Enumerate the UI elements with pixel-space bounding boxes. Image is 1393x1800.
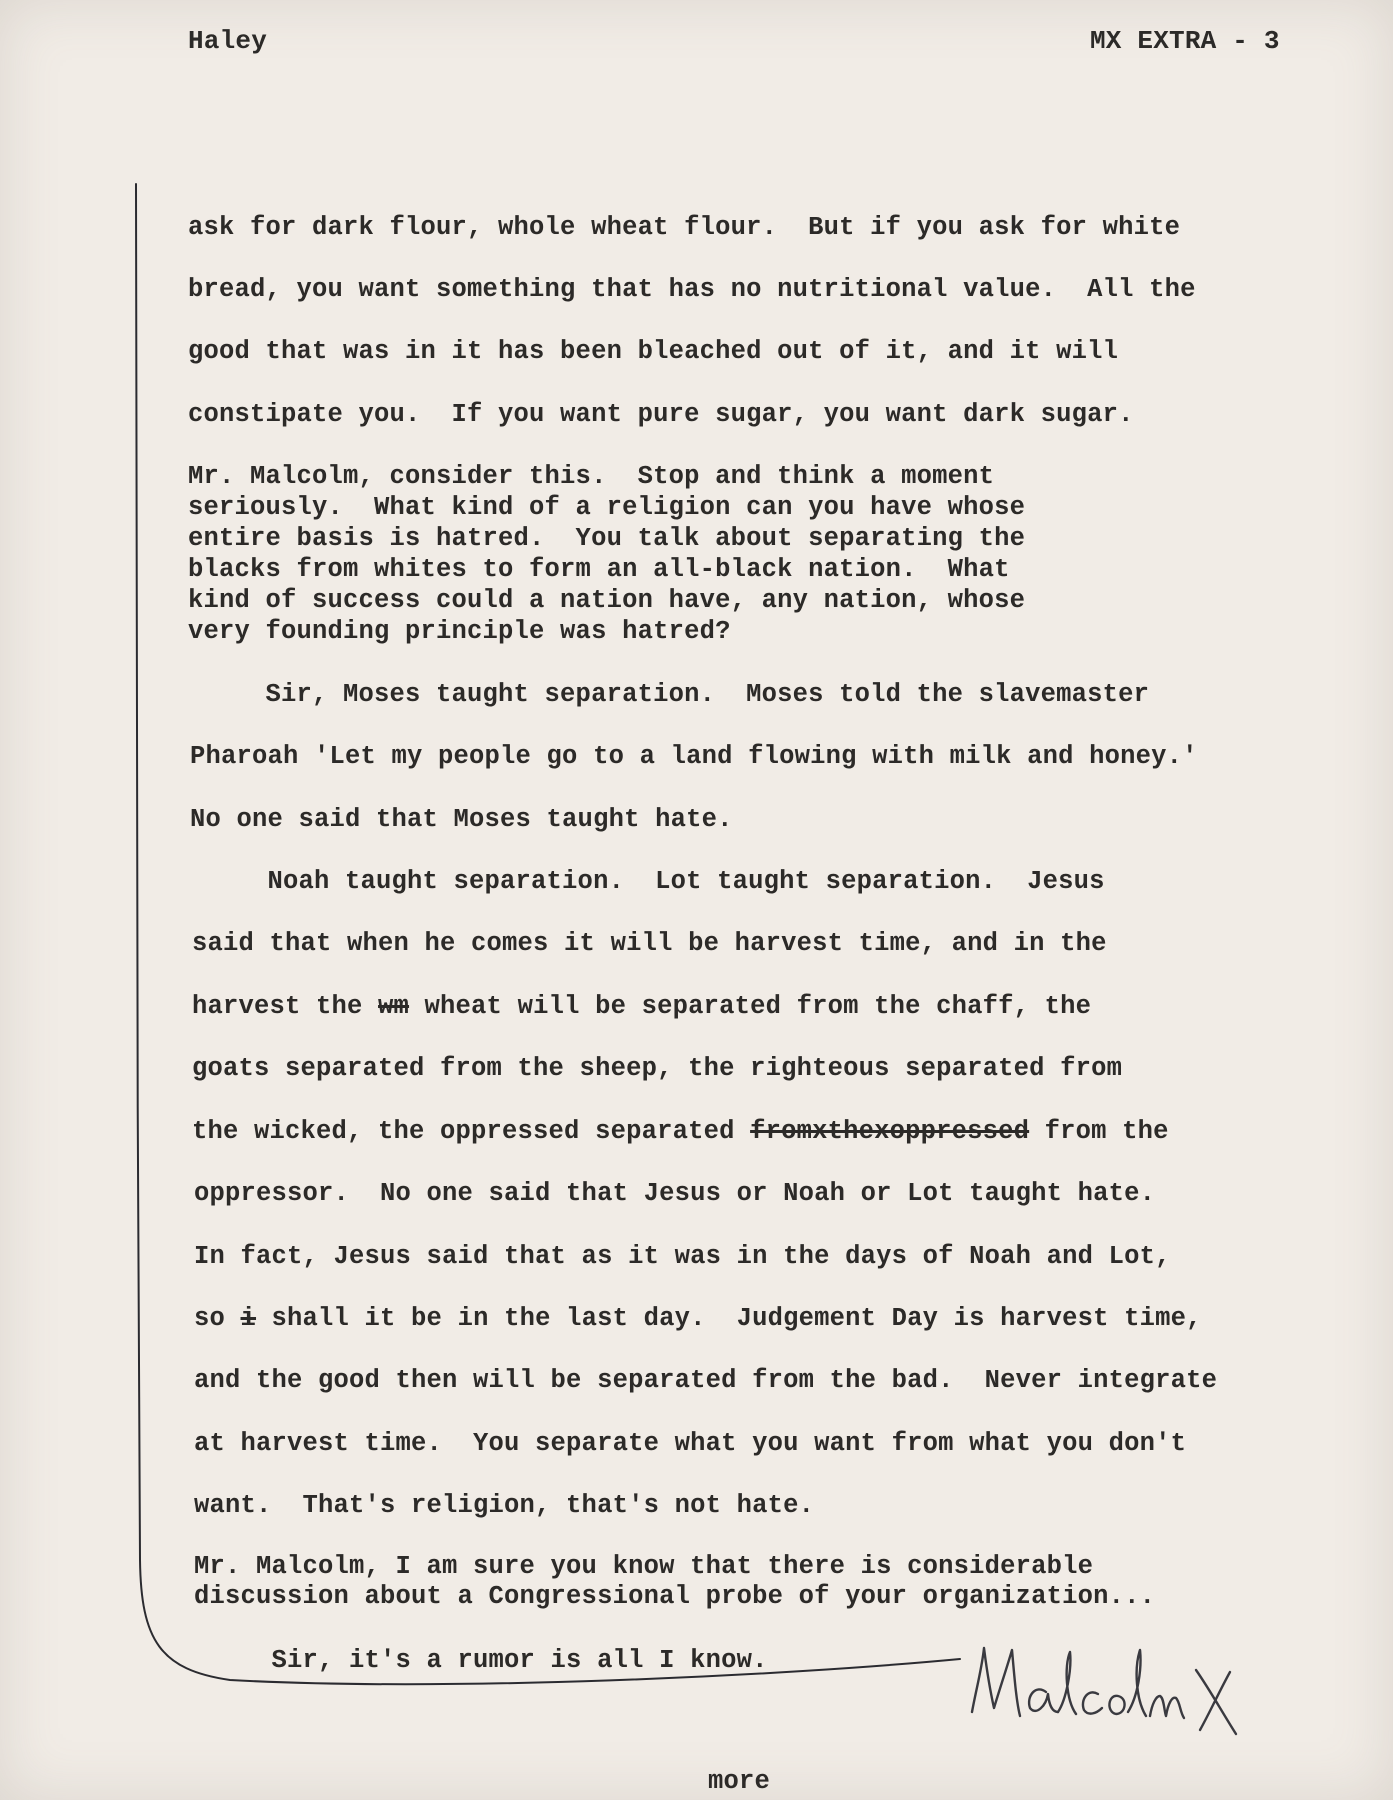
question1-line-6: very founding principle was hatred? [188, 617, 731, 646]
typed-strikeout: fromxthexoppressed [750, 1117, 1030, 1146]
header-right: MX EXTRA - 3 [1090, 26, 1280, 56]
footer-more: more [708, 1767, 771, 1796]
question1-line-2: seriously. What kind of a religion can you have whose [188, 493, 1026, 522]
answer3-line-8-post: shall it be in the last day. Judgement Day is harvest time, [256, 1304, 1202, 1333]
answer3-line-3-post: wheat will be separated from the chaff, the [409, 992, 1092, 1021]
question2-line-1: Mr. Malcolm, I am sure you know that there is considerable [194, 1552, 1094, 1581]
answer4-line-1: Sir, it's a rumor is all I know. [194, 1646, 768, 1675]
question1-line-5: kind of success could a nation have, any nation, whose [188, 586, 1026, 615]
question1-line-3: entire basis is hatred. You talk about separating the [188, 524, 1026, 553]
answer3-line-9: and the good then will be separated from the bad. Never integrate [194, 1366, 1218, 1395]
answer3-line-5-post: from the [1029, 1117, 1169, 1146]
typed-strikeout: i [240, 1304, 257, 1333]
answer2-line-3: No one said that Moses taught hate. [190, 805, 733, 834]
answer3-line-6: oppressor. No one said that Jesus or Noah or Lot taught hate. [194, 1179, 1156, 1208]
question1-line-1: Mr. Malcolm, consider this. Stop and think a moment [188, 462, 995, 491]
answer2-line-2: Pharoah 'Let my people go to a land flowing with milk and honey.' [190, 742, 1198, 771]
answer2-line-1: Sir, Moses taught separation. Moses told the slavemaster [188, 680, 1150, 709]
question1-line-4: blacks from whites to form an all-black nation. What [188, 555, 1010, 584]
answer3-line-10: at harvest time. You separate what you want from what you don't [194, 1429, 1187, 1458]
answer3-line-7: In fact, Jesus said that as it was in the days of Noah and Lot, [194, 1242, 1171, 1271]
answer1-line-4: constipate you. If you want pure sugar, you want dark sugar. [188, 400, 1134, 429]
answer3-line-4: goats separated from the sheep, the righteous separated from [192, 1054, 1123, 1083]
answer3-line-2: said that when he comes it will be harvest time, and in the [192, 929, 1107, 958]
question2-line-2: discussion about a Congressional probe of your organization... [194, 1582, 1156, 1611]
answer3-line-11: want. That's religion, that's not hate. [194, 1491, 815, 1520]
answer1-line-2: bread, you want something that has no nutritional value. All the [188, 275, 1196, 304]
typed-strikeout: wm [378, 992, 410, 1021]
header-left: Haley [188, 26, 268, 56]
answer3-line-8-pre: so [194, 1304, 241, 1333]
answer1-line-1: ask for dark flour, whole wheat flour. But if you ask for white [188, 213, 1181, 242]
answer3-line-5-pre: the wicked, the oppressed separated [192, 1117, 751, 1146]
answer3-line-1: Noah taught separation. Lot taught separation. Jesus [190, 867, 1105, 896]
answer1-line-3: good that was in it has been bleached out of it, and it will [188, 337, 1119, 366]
answer3-line-3-pre: harvest the [192, 992, 379, 1021]
